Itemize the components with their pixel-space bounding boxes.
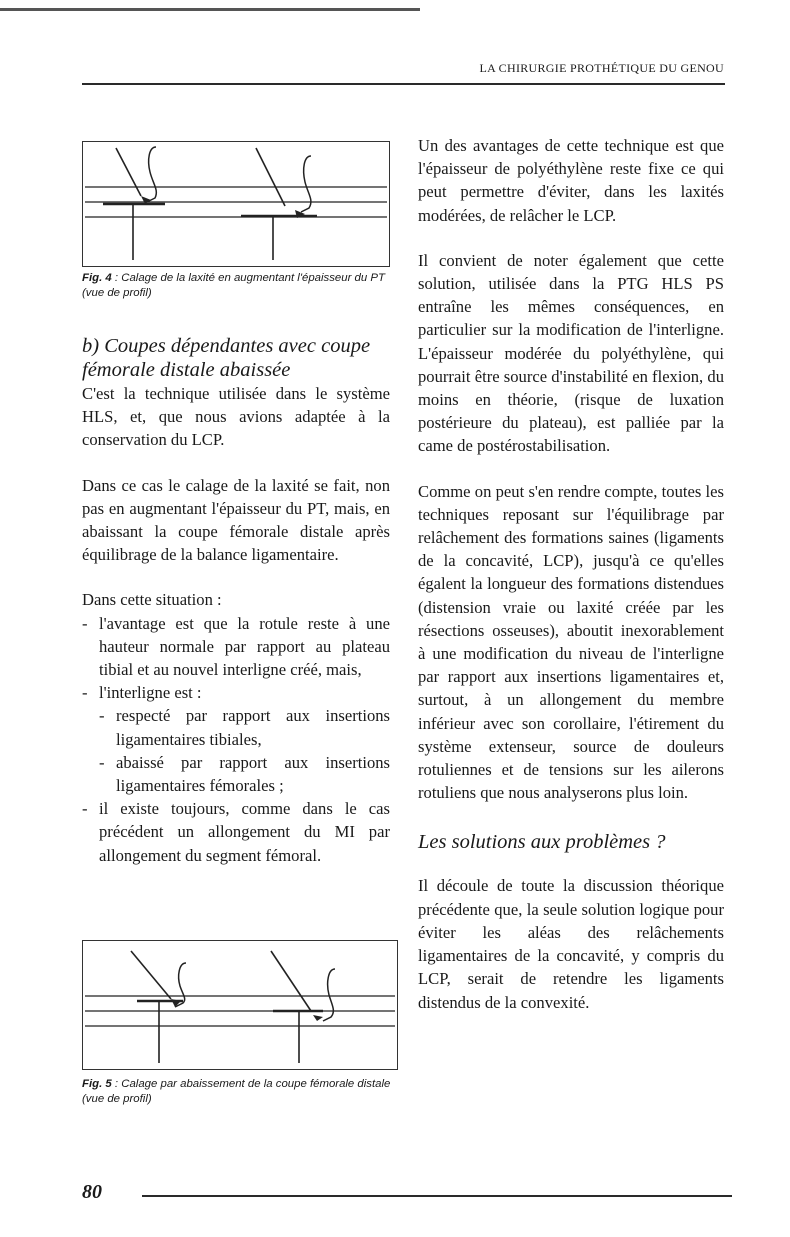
figure-5-caption-text: : Calage par abaissement de la coupe fémorale distale (vue de profil) [82, 1078, 391, 1105]
sub-list [99, 704, 390, 797]
figure-4-box [82, 141, 390, 267]
fig5-femur-right [271, 951, 311, 1011]
figure-5-caption [82, 1077, 394, 1107]
fig4-condyle-right [301, 156, 311, 212]
section-b-heading: b) Coupes dépendantes avec coupe fémorale distale abaissée [82, 335, 371, 381]
fig5-femur-left [131, 951, 171, 999]
left-paragraph-2: Dans ce cas le calage de la laxité se fait, non pas en augmentant l'épaisseur du PT, mais, en abaissant la coupe fémorale distale après équilibrage de la balance ligamentaire. [82, 475, 390, 565]
fig4-condyle-left [147, 147, 156, 202]
solutions-heading: Les solutions aux problèmes ? [418, 831, 666, 854]
figure-5-label: Fig. 5 [82, 1078, 112, 1090]
fig5-condyle-right [323, 969, 335, 1021]
figure-4-caption-text: : Calage de la laxité en augmentant l'épaisseur du PT (vue de profil) [82, 272, 385, 299]
figure-4-diagram [83, 142, 389, 266]
fig4-femur-left [116, 148, 141, 196]
list-item: - l'avantage est que la rotule reste à une hauteur normale par rapport au plateau tibial et au nouvel interligne créé, mais, [82, 612, 390, 682]
running-title: LA CHIRURGIE PROTHÉTIQUE DU GENOU [479, 61, 724, 75]
figure-4-caption [82, 271, 392, 301]
left-paragraph-1: C'est la technique utilisée dans le système HLS, et, que nous avions adaptée à la conservation du LCP. [82, 384, 390, 450]
right-paragraph-1: Un des avantages de cette technique est que l'épaisseur de polyéthylène reste fixe ce qui peut permettre d'éviter, dans les laxités modérées, de relâcher le LCP. [418, 136, 724, 225]
footer-rule [142, 1195, 732, 1197]
figure-5-diagram [83, 941, 397, 1069]
sub-list-item: - respecté par rapport aux insertions ligamentaires tibiales, [99, 704, 390, 750]
right-column [418, 134, 724, 1014]
page-number: 80 [82, 1181, 102, 1203]
list-item [82, 681, 390, 797]
top-rule-thick [0, 8, 420, 11]
right-paragraph-3: Comme on peut s'en rendre compte, toutes les techniques reposant sur l'équilibrage par relâchement des formations saines (ligaments de la concavité, LCP), jusqu'à ce qu'elles égalent la longueur des formations distendues (distension vraie ou laxité créée par les résections osseuses), aboutit inexorablement à une modification du niveau de l'interligne par rapport aux insertions ligamentaires et, surtout, à un allongement du membre inférieur avec son corollaire, l'étirement du système extenseur, source de douleurs rotuliennes et de tensions sur les ailerons rotuliens que nous analyserons plus loin. [418, 481, 724, 803]
right-paragraph-2: Il convient de noter également que cette solution, utilisée dans la PTG HLS PS entraîne les mêmes conséquences, en particulier sur la modification de l'interligne. L'épaisseur modérée du polyéthylène, qui pourrait être source d'instabilité en flexion, du moins en théorie, (risque de luxation postérieure du plateau), est palliée par la came de postérostabilisation. [418, 250, 724, 456]
figure-4-label: Fig. 4 [82, 272, 112, 284]
left-paragraph-3: Dans cette situation : [82, 590, 222, 610]
figure-5-box [82, 940, 398, 1070]
situation-list [82, 612, 390, 867]
fig4-femur-right [256, 148, 285, 206]
right-paragraph-4: Il découle de toute la discussion théorique précédente que, la seule solution logique pour éviter les aléas des relâchements ligamentaires de la concavité, y compris du LCP, serait de retendre les ligaments distendus de la convexité. [418, 876, 724, 1012]
list-item-text: l'interligne est : [99, 683, 202, 703]
left-column [82, 334, 390, 867]
list-item: - il existe toujours, comme dans le cas précédent un allongement du MI par allongement du segment fémoral. [82, 797, 390, 867]
sub-list-item: - abaissé par rapport aux insertions ligamentaires fémorales ; [99, 751, 390, 797]
header-rule [82, 83, 725, 85]
